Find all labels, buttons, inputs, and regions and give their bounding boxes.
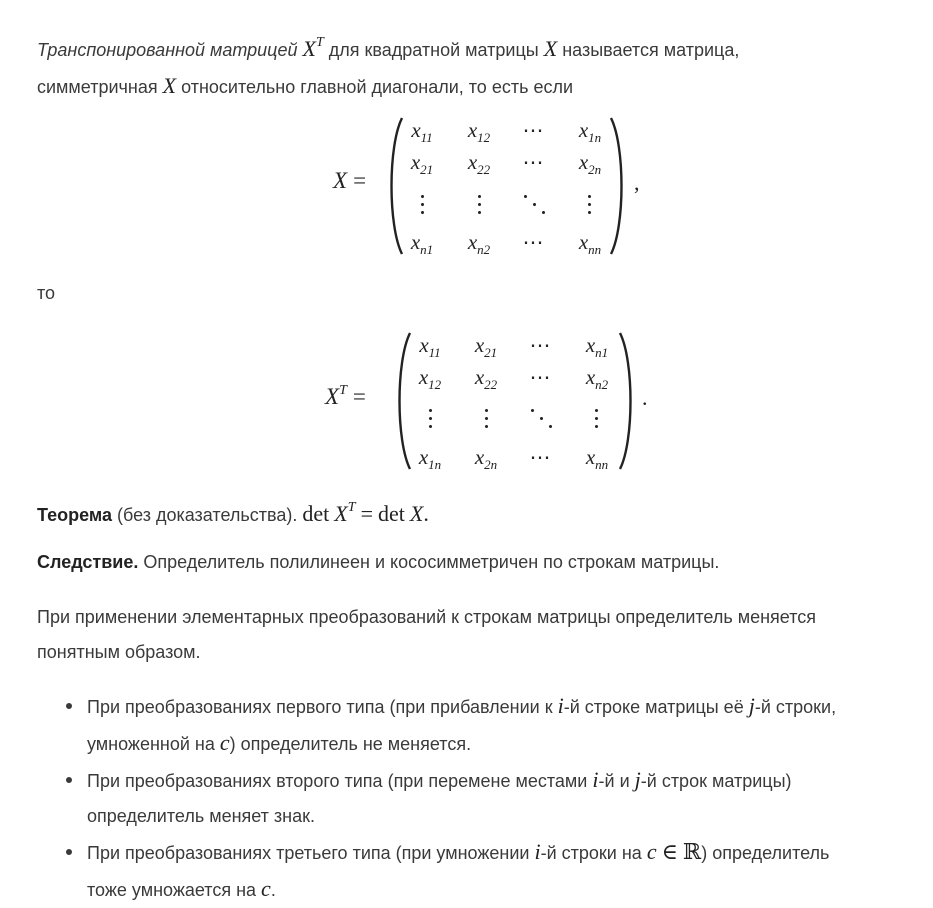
right-paren: [608, 116, 628, 256]
matrix-punct: .: [642, 385, 648, 410]
list-item: При преобразованиях первого типа (при прибавлении к i-й строке матрицы её j-й строки, умноженной на c) определитель не меняется.: [58, 688, 928, 762]
math-period: .: [423, 501, 429, 526]
matrix-cdots: ⋯: [522, 118, 546, 142]
matrix-cdots: ⋯: [529, 333, 553, 357]
left-paren: [385, 116, 405, 256]
matrix-cell: $x_{12}$: [467, 118, 491, 145]
intro-text-1: для квадратной матрицы: [328, 40, 539, 60]
matrix-cell: $x_{nn}$: [578, 230, 602, 257]
theorem-label: Теорема: [37, 505, 112, 525]
para-line-2: понятным образом.: [37, 642, 201, 662]
math-i: i: [534, 839, 541, 864]
bullet-icon: [66, 849, 72, 855]
matrix-cell: $x_{n2}$: [585, 365, 609, 392]
matrix-cdots: ⋯: [522, 150, 546, 174]
matrix-cell: $x_{22}$: [467, 150, 491, 177]
connector-text: то: [37, 283, 56, 303]
math-i: i: [592, 767, 599, 792]
math-reals: ℝ: [682, 839, 702, 864]
corollary-paragraph: [37, 545, 925, 580]
matrix-lhs: $X^T$ =: [325, 383, 366, 409]
matrix-cdots: ⋯: [522, 230, 546, 254]
math-X: X: [334, 501, 348, 526]
matrix-lhs: X =: [333, 168, 367, 193]
math-eq: =: [360, 501, 373, 526]
math-c: c: [261, 876, 271, 901]
math-j: j: [634, 767, 641, 792]
math-det: det: [302, 501, 330, 526]
math-T: T: [315, 35, 324, 50]
list-item: При преобразованиях третьего типа (при умножении i-й строки на c ∈ ℝ) определитель тоже умножается на c.: [58, 834, 928, 908]
matrix-cell: $x_{nn}$: [585, 445, 609, 472]
matrix-cell: $x_{2n}$: [578, 150, 602, 177]
right-paren: [617, 331, 637, 471]
math-X: X: [409, 501, 424, 526]
matrix-cell: $x_{21}$: [410, 150, 434, 177]
math-c: c: [219, 730, 230, 755]
list-item: При преобразованиях второго типа (при перемене местами i-й и j-й строк матрицы) определитель меняет знак.: [58, 762, 928, 834]
matrix-cell: $x_{12}$: [418, 365, 442, 392]
matrix-cell: $x_{1n}$: [418, 445, 442, 472]
matrix-cdots: ⋯: [529, 445, 553, 469]
para-line-1: При применении элементарных преобразований к строкам матрицы определитель меняется: [37, 607, 816, 627]
matrix-cell: $x_{n2}$: [467, 230, 491, 257]
intro-text-3: симметричная: [37, 77, 158, 97]
matrix-cdots: ⋯: [529, 365, 553, 389]
math-T: T: [347, 500, 356, 515]
bullet-icon: [66, 703, 72, 709]
matrix-cell: $x_{2n}$: [474, 445, 498, 472]
intro-text-4: относительно главной диагонали, то есть если: [181, 77, 574, 97]
intro-paragraph: [37, 25, 925, 105]
intro-text-2: называется матрица,: [562, 40, 740, 60]
math-c: c: [646, 839, 657, 864]
transforms-list: [58, 688, 928, 908]
math-X: X: [302, 36, 316, 61]
theorem-paragraph: [37, 490, 925, 533]
matrix-cell: $x_{n1}$: [410, 230, 434, 257]
math-j: j: [748, 693, 755, 718]
matrix-cell: $x_{n1}$: [585, 333, 609, 360]
term-transposed: Транспонированной матрицей: [37, 40, 298, 60]
matrix-cell: $x_{11}$: [411, 118, 433, 145]
matrix-cell: $x_{22}$: [474, 365, 498, 392]
math-i: i: [557, 693, 564, 718]
math-in: ∈: [661, 839, 678, 864]
theorem-note: (без доказательства).: [116, 505, 298, 525]
math-X: X: [543, 36, 558, 61]
matrix-punct: ,: [634, 170, 640, 195]
bullet-icon: [66, 777, 72, 783]
matrix-cell: $x_{11}$: [419, 333, 441, 360]
matrix-cell: $x_{21}$: [474, 333, 498, 360]
elementary-transforms-paragraph: [37, 600, 925, 670]
matrix-cell: $x_{1n}$: [578, 118, 602, 145]
math-det: det: [378, 501, 405, 526]
corollary-label: Следствие.: [37, 552, 139, 572]
corollary-text: Определитель полилинеен и кососимметричен по строкам матрицы.: [143, 552, 720, 572]
left-paren: [393, 331, 413, 471]
math-X: X: [162, 73, 177, 98]
